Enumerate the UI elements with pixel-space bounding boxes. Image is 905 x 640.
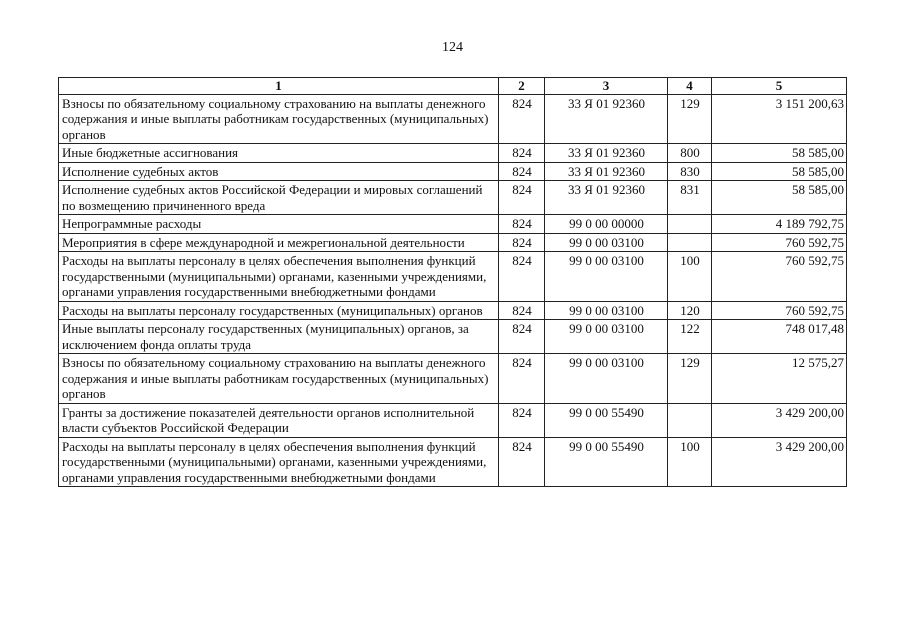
row-name: Расходы на выплаты персоналу в целях обеспечения выполнения функций государственными (муниципальными) органами, казенными учреждениями, органами управления государственными внебюджетными фондами	[59, 252, 499, 302]
row-dept: 824	[499, 162, 545, 181]
row-dept: 824	[499, 320, 545, 354]
row-name: Расходы на выплаты персоналу государственных (муниципальных) органов	[59, 301, 499, 320]
row-dept: 824	[499, 94, 545, 144]
row-dept: 824	[499, 144, 545, 163]
row-type: 830	[668, 162, 712, 181]
row-amount: 4 189 792,75	[712, 215, 847, 234]
row-dept: 824	[499, 215, 545, 234]
table-header-row	[59, 78, 847, 95]
column-header-code: 3	[545, 78, 668, 95]
row-type	[668, 215, 712, 234]
table-row	[59, 144, 847, 163]
table-row	[59, 301, 847, 320]
row-name: Исполнение судебных актов	[59, 162, 499, 181]
row-dept: 824	[499, 403, 545, 437]
row-code: 99 0 00 03100	[545, 233, 668, 252]
row-name: Иные бюджетные ассигнования	[59, 144, 499, 163]
row-type: 129	[668, 94, 712, 144]
row-code: 33 Я 01 92360	[545, 94, 668, 144]
column-header-type: 4	[668, 78, 712, 95]
table-row	[59, 354, 847, 404]
row-amount: 748 017,48	[712, 320, 847, 354]
row-dept: 824	[499, 301, 545, 320]
row-name: Взносы по обязательному социальному страхованию на выплаты денежного содержания и иные выплаты работникам государственных (муниципальных) органов	[59, 354, 499, 404]
row-type: 129	[668, 354, 712, 404]
page-number: 124	[442, 40, 463, 55]
column-header-amount: 5	[712, 78, 847, 95]
budget-table	[58, 77, 847, 487]
row-type: 831	[668, 181, 712, 215]
row-dept: 824	[499, 354, 545, 404]
row-dept: 824	[499, 233, 545, 252]
row-name: Мероприятия в сфере международной и межрегиональной деятельности	[59, 233, 499, 252]
row-amount: 760 592,75	[712, 252, 847, 302]
row-amount: 3 429 200,00	[712, 437, 847, 487]
row-type: 100	[668, 252, 712, 302]
row-name: Иные выплаты персоналу государственных (муниципальных) органов, за исключением фонда оплаты труда	[59, 320, 499, 354]
row-amount: 58 585,00	[712, 162, 847, 181]
row-name: Гранты за достижение показателей деятельности органов исполнительной власти субъектов Российской Федерации	[59, 403, 499, 437]
table-row	[59, 162, 847, 181]
row-amount: 12 575,27	[712, 354, 847, 404]
table-row	[59, 437, 847, 487]
row-type	[668, 403, 712, 437]
row-amount: 3 429 200,00	[712, 403, 847, 437]
table-row	[59, 320, 847, 354]
row-code: 99 0 00 03100	[545, 301, 668, 320]
table-row	[59, 181, 847, 215]
row-code: 99 0 00 03100	[545, 252, 668, 302]
row-code: 33 Я 01 92360	[545, 144, 668, 163]
row-type: 120	[668, 301, 712, 320]
column-header-dept: 2	[499, 78, 545, 95]
row-type: 100	[668, 437, 712, 487]
column-header-name: 1	[59, 78, 499, 95]
row-type	[668, 233, 712, 252]
table-row	[59, 215, 847, 234]
row-name: Расходы на выплаты персоналу в целях обеспечения выполнения функций государственными (муниципальными) органами, казенными учреждениями, органами управления государственными внебюджетными фондами	[59, 437, 499, 487]
row-name: Исполнение судебных актов Российской Федерации и мировых соглашений по возмещению причиненного вреда	[59, 181, 499, 215]
row-dept: 824	[499, 437, 545, 487]
row-amount: 3 151 200,63	[712, 94, 847, 144]
row-name: Взносы по обязательному социальному страхованию на выплаты денежного содержания и иные выплаты работникам государственных (муниципальных) органов	[59, 94, 499, 144]
row-code: 99 0 00 03100	[545, 320, 668, 354]
row-code: 99 0 00 00000	[545, 215, 668, 234]
table-row	[59, 403, 847, 437]
row-amount: 760 592,75	[712, 233, 847, 252]
row-code: 33 Я 01 92360	[545, 181, 668, 215]
row-amount: 58 585,00	[712, 144, 847, 163]
row-type: 122	[668, 320, 712, 354]
row-code: 33 Я 01 92360	[545, 162, 668, 181]
row-code: 99 0 00 55490	[545, 403, 668, 437]
table-row	[59, 233, 847, 252]
row-type: 800	[668, 144, 712, 163]
row-code: 99 0 00 03100	[545, 354, 668, 404]
table-row	[59, 252, 847, 302]
table-row	[59, 94, 847, 144]
row-name: Непрограммные расходы	[59, 215, 499, 234]
row-amount: 760 592,75	[712, 301, 847, 320]
row-dept: 824	[499, 181, 545, 215]
row-amount: 58 585,00	[712, 181, 847, 215]
row-dept: 824	[499, 252, 545, 302]
row-code: 99 0 00 55490	[545, 437, 668, 487]
